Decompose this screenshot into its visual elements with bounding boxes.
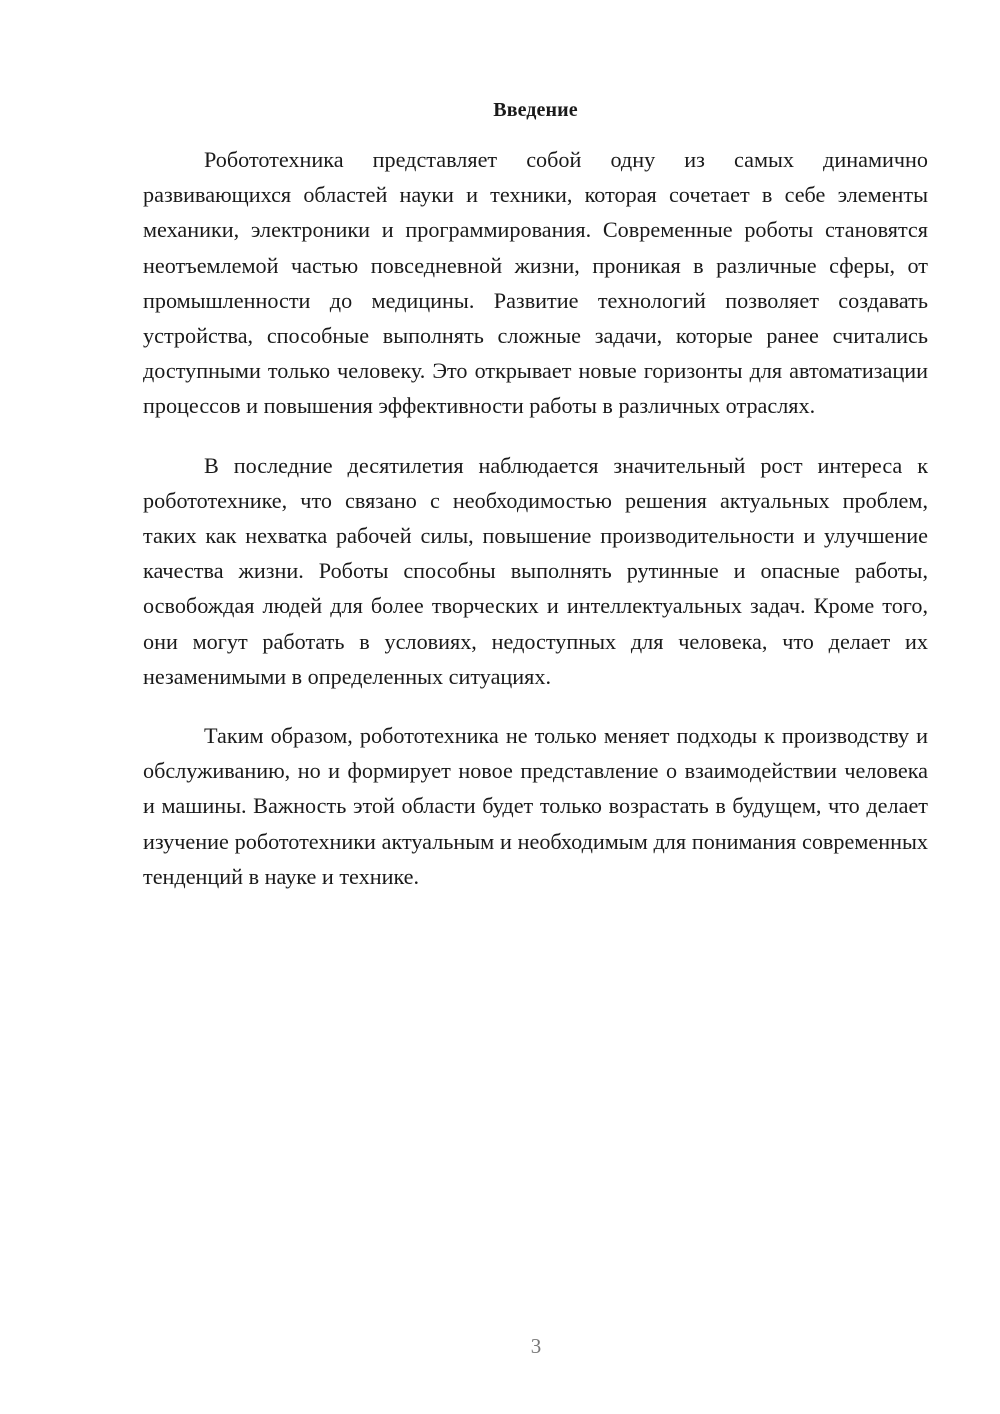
paragraph-1: Робототехника представляет собой одну из самых динамично развивающихся областей науки и техники, которая сочетает в себе элементы механики, электроники и программирования. Современные роботы становятся неотъемлемой частью повседневной жизни, проникая в различные сферы, от промышленности до медицины. Развитие технологий позволяет создавать устройства, способные выполнять сложные задачи, которые ранее считались доступными только человеку. Это открывает новые горизонты для автоматизации процессов и повышения эффективности работы в различных отраслях. <box>143 147 928 419</box>
paragraph-3: Таким образом, робототехника не только меняет подходы к производству и обслуживанию, но и формирует новое представление о взаимодействии человека и машины. Важность этой области будет только возрастать в будущем, что делает изучение робототехники актуальным и необходимым для понимания современных тенденций в науке и технике. <box>143 723 928 889</box>
paragraph-2: В последние десятилетия наблюдается значительный рост интереса к робототехнике, что связано с необходимостью решения актуальных проблем, таких как нехватка рабочей силы, повышение производительности и улучшение качества жизни. Роботы способны выполнять рутинные и опасные работы, освобождая людей для более творческих и интеллектуальных задач. Кроме того, они могут работать в условиях, недоступных для человека, что делает их незаменимыми в определенных ситуациях. <box>143 452 928 689</box>
page-content <box>143 95 928 918</box>
page-number: 3 <box>530 1334 542 1358</box>
section-heading: Введение <box>493 99 578 121</box>
